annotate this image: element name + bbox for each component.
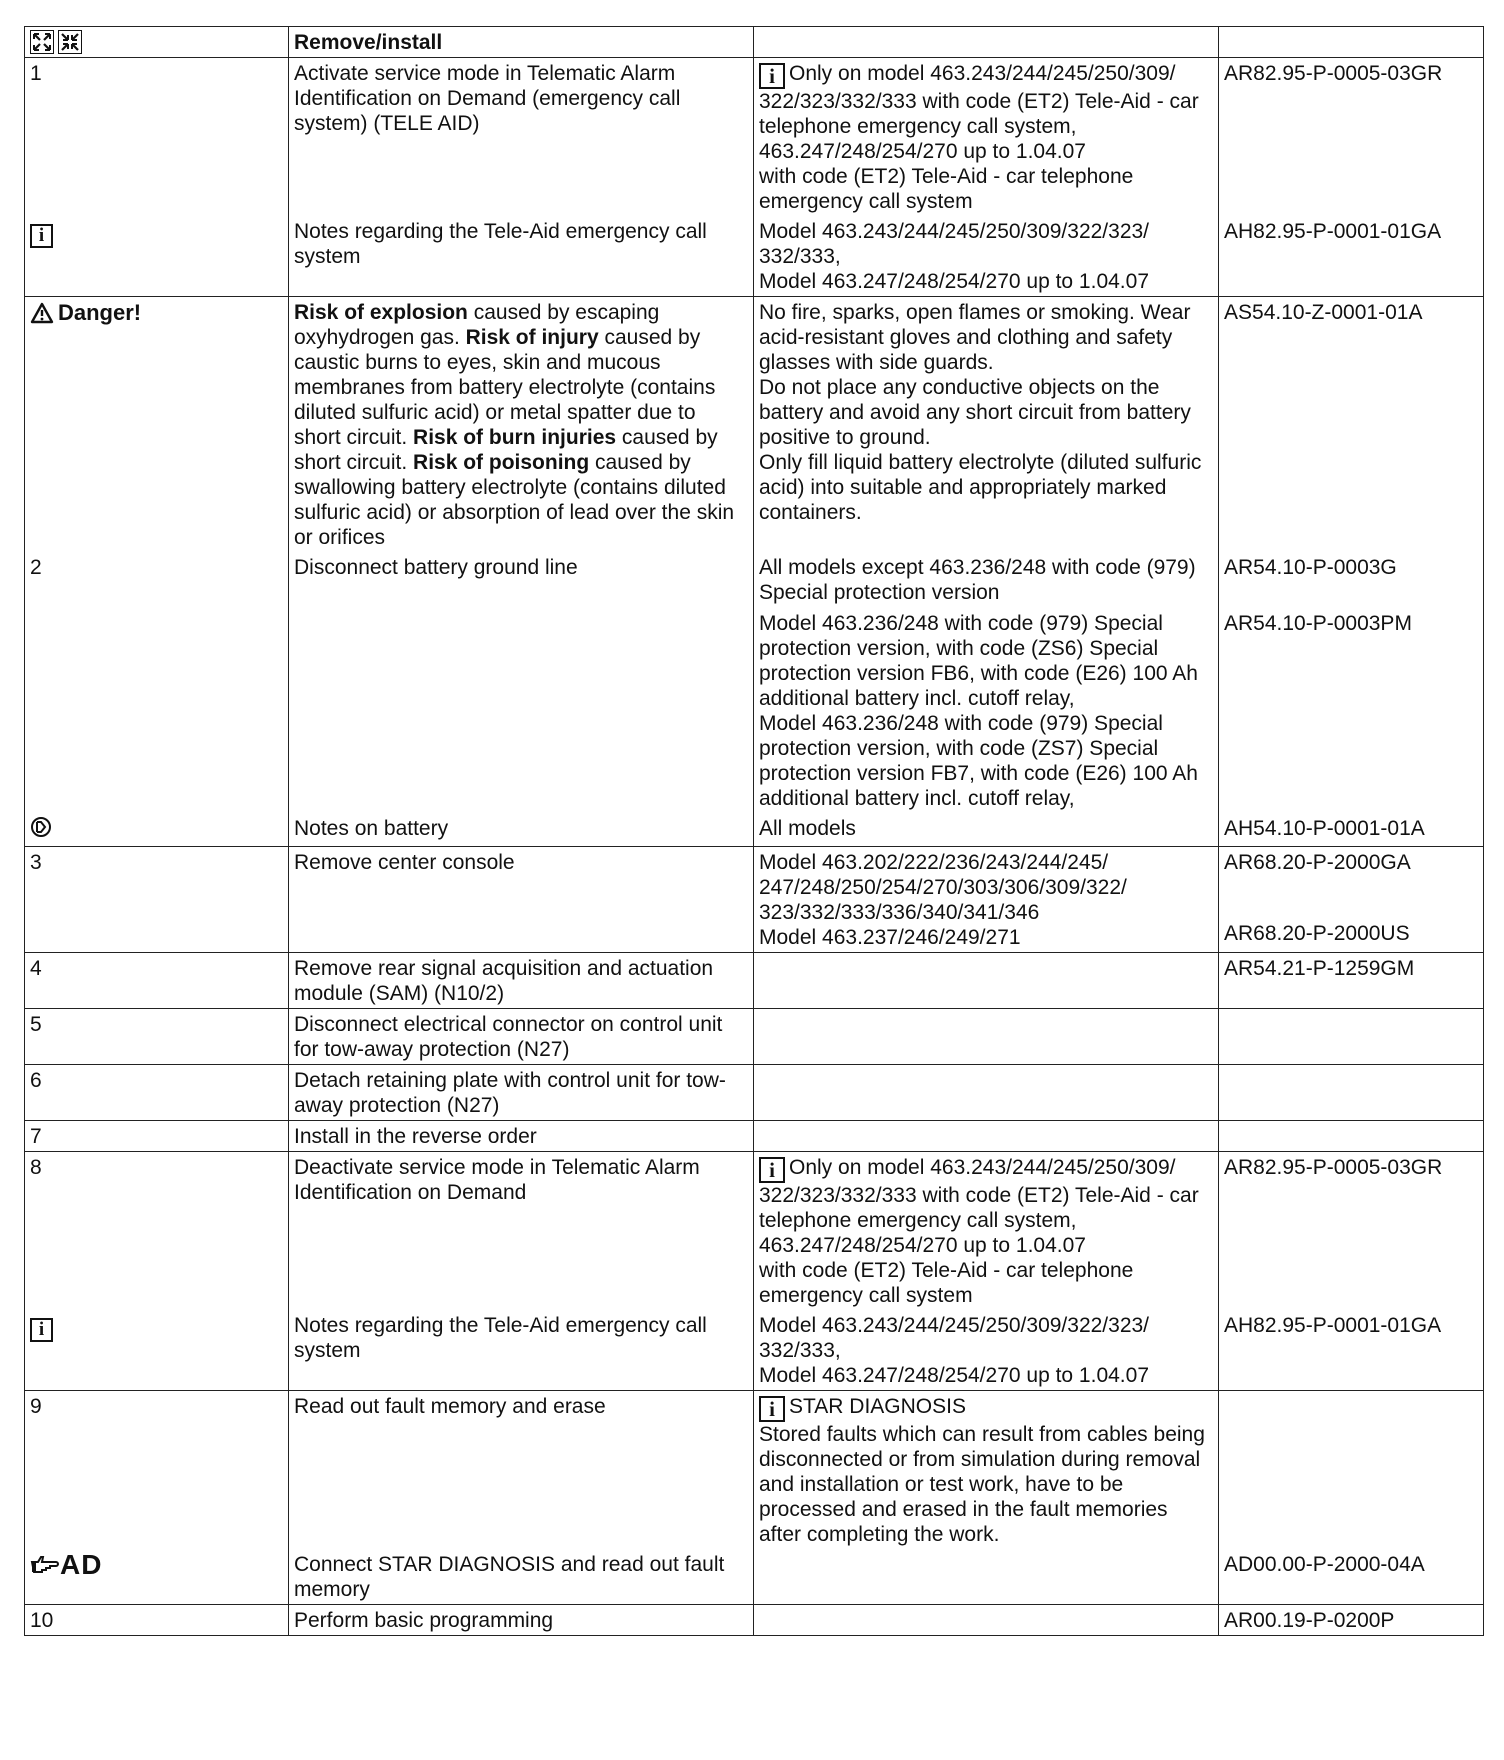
step-note: Model 463.202/222/236/243/244/245/ 247/248/250/254/270/303/306/309/322/ 323/332/333/336/340/341/346 Model 463.237/246/249/271 <box>754 847 1219 953</box>
step-note: Model 463.243/244/245/250/309/322/323/ 332/333, Model 463.247/248/254/270 up to 1.04.07 <box>754 216 1219 297</box>
step-action: Install in the reverse order <box>289 1121 754 1152</box>
header-empty <box>754 27 1219 58</box>
step-number: 10 <box>25 1605 289 1636</box>
step-reference: AH82.95-P-0001-01GA <box>1219 1310 1484 1391</box>
header-empty <box>1219 27 1484 58</box>
step-note <box>754 1121 1219 1152</box>
info-icon: i <box>30 224 53 248</box>
header-icons-cell <box>25 27 289 58</box>
step-reference: AR68.20-P-2000GA AR68.20-P-2000US <box>1219 847 1484 953</box>
ad-label-cell <box>25 1549 289 1605</box>
step-reference: AR00.19-P-0200P <box>1219 1605 1484 1636</box>
step-action: Connect STAR DIAGNOSIS and read out fault memory <box>289 1549 754 1605</box>
step-action: Deactivate service mode in Telematic Alarm Identification on Demand <box>289 1152 754 1311</box>
step-number: 5 <box>25 1009 289 1065</box>
step-action: Detach retaining plate with control unit for tow-away protection (N27) <box>289 1065 754 1121</box>
step-action: Notes on battery <box>289 813 754 847</box>
remove-tool-icon <box>30 30 54 54</box>
table-row <box>25 1009 1484 1065</box>
step-note: i Only on model 463.243/244/245/250/309/ 322/323/332/333 with code (ET2) Tele-Aid - car telephone emergency call system, 463.247/248/254/270 up to 1.04.07 with code (ET2) Tele-Aid - car telephone emergency call system <box>754 1152 1219 1311</box>
table-row <box>25 1121 1484 1152</box>
step-reference: AR82.95-P-0005-03GR <box>1219 58 1484 217</box>
table-row <box>25 297 1484 553</box>
step-reference: AR54.10-P-0003G AR54.10-P-0003PM <box>1219 552 1484 813</box>
step-note: i STAR DIAGNOSIS Stored faults which can result from cables being disconnected or from simulation during removal and installation or test work, have to be processed and erased in the fault memories after completing the work. <box>754 1391 1219 1550</box>
step-action: Remove center console <box>289 847 754 953</box>
info-icon: i <box>759 1157 785 1183</box>
ad-label: AD <box>60 1549 103 1580</box>
danger-text: Risk of explosion caused by escaping oxyhydrogen gas. Risk of injury caused by caustic burns to eyes, skin and mucous membranes from battery electrolyte (contains diluted sulfuric acid) or metal spatter due to short circuit. Risk of burn injuries caused by short circuit. Risk of poisoning caused by swallowing battery electrolyte (contains diluted sulfuric acid) or absorption of lead over the skin or orifices <box>289 297 754 553</box>
step-number: 3 <box>25 847 289 953</box>
table-row <box>25 1065 1484 1121</box>
step-note <box>754 953 1219 1009</box>
danger-label: Danger! <box>58 300 142 325</box>
procedure-table <box>24 26 1484 1636</box>
info-icon: i <box>30 1318 53 1342</box>
table-row <box>25 1605 1484 1636</box>
table-row <box>25 58 1484 217</box>
step-action: Remove rear signal acquisition and actuation module (SAM) (N10/2) <box>289 953 754 1009</box>
step-number: 6 <box>25 1065 289 1121</box>
table-row <box>25 1391 1484 1550</box>
table-header-row <box>25 27 1484 58</box>
step-reference: AR82.95-P-0005-03GR <box>1219 1152 1484 1311</box>
battery-icon-cell <box>25 813 289 847</box>
step-number: 4 <box>25 953 289 1009</box>
step-note: All models except 463.236/248 with code (979) Special protection version Model 463.236/248 with code (979) Special protection version, with code (ZS6) Special protection version FB6, with code (E26) 100 Ah additional battery incl. cutoff relay, Model 463.236/248 with code (979) Special protection version, with code (ZS7) Special protection version FB7, with code (E26) 100 Ah additional battery incl. cutoff relay, <box>754 552 1219 813</box>
step-reference <box>1219 1065 1484 1121</box>
header-title: Remove/install <box>289 27 754 58</box>
info-icon: i <box>759 1396 785 1422</box>
step-note <box>754 1549 1219 1605</box>
step-note: i Only on model 463.243/244/245/250/309/ 322/323/332/333 with code (ET2) Tele-Aid - car telephone emergency call system, 463.247/248/254/270 up to 1.04.07 with code (ET2) Tele-Aid - car telephone emergency call system <box>754 58 1219 217</box>
step-action: Perform basic programming <box>289 1605 754 1636</box>
step-action: Notes regarding the Tele-Aid emergency call system <box>289 1310 754 1391</box>
table-row <box>25 216 1484 297</box>
step-reference: AH54.10-P-0001-01A <box>1219 813 1484 847</box>
step-reference: AH82.95-P-0001-01GA <box>1219 216 1484 297</box>
table-row <box>25 1152 1484 1311</box>
danger-reference: AS54.10-Z-0001-01A <box>1219 297 1484 553</box>
table-row <box>25 552 1484 813</box>
step-action: Disconnect electrical connector on control unit for tow-away protection (N27) <box>289 1009 754 1065</box>
note-arrow-icon <box>30 816 52 838</box>
step-note <box>754 1065 1219 1121</box>
step-action: Disconnect battery ground line <box>289 552 754 813</box>
table-row <box>25 1310 1484 1391</box>
step-action: Read out fault memory and erase <box>289 1391 754 1550</box>
step-reference: AD00.00-P-2000-04A <box>1219 1549 1484 1605</box>
step-number: 2 <box>25 552 289 813</box>
step-number: 7 <box>25 1121 289 1152</box>
warning-triangle-icon <box>30 302 54 324</box>
danger-label-cell <box>25 297 289 553</box>
pointing-hand-icon <box>30 1554 60 1576</box>
step-note: Model 463.243/244/245/250/309/322/323/ 332/333, Model 463.247/248/254/270 up to 1.04.07 <box>754 1310 1219 1391</box>
info-icon: i <box>759 63 785 89</box>
step-reference: AR54.21-P-1259GM <box>1219 953 1484 1009</box>
table-row <box>25 813 1484 847</box>
step-action: Notes regarding the Tele-Aid emergency call system <box>289 216 754 297</box>
step-number: 9 <box>25 1391 289 1550</box>
step-number: 1 <box>25 58 289 217</box>
step-number: 8 <box>25 1152 289 1311</box>
table-row <box>25 953 1484 1009</box>
danger-note: No fire, sparks, open flames or smoking. Wear acid-resistant gloves and clothing and safety glasses with side guards. Do not place any conductive objects on the battery and avoid any short circuit from battery positive to ground. Only fill liquid battery electrolyte (diluted sulfuric acid) into suitable and appropriately marked containers. <box>754 297 1219 553</box>
step-reference <box>1219 1391 1484 1550</box>
table-row <box>25 1549 1484 1605</box>
step-note <box>754 1605 1219 1636</box>
table-row <box>25 847 1484 953</box>
info-icon-cell <box>25 1310 289 1391</box>
info-icon-cell <box>25 216 289 297</box>
step-note <box>754 1009 1219 1065</box>
step-action: Activate service mode in Telematic Alarm Identification on Demand (emergency call system) (TELE AID) <box>289 58 754 217</box>
step-reference <box>1219 1009 1484 1065</box>
step-note: All models <box>754 813 1219 847</box>
install-tool-icon <box>58 30 82 54</box>
step-reference <box>1219 1121 1484 1152</box>
